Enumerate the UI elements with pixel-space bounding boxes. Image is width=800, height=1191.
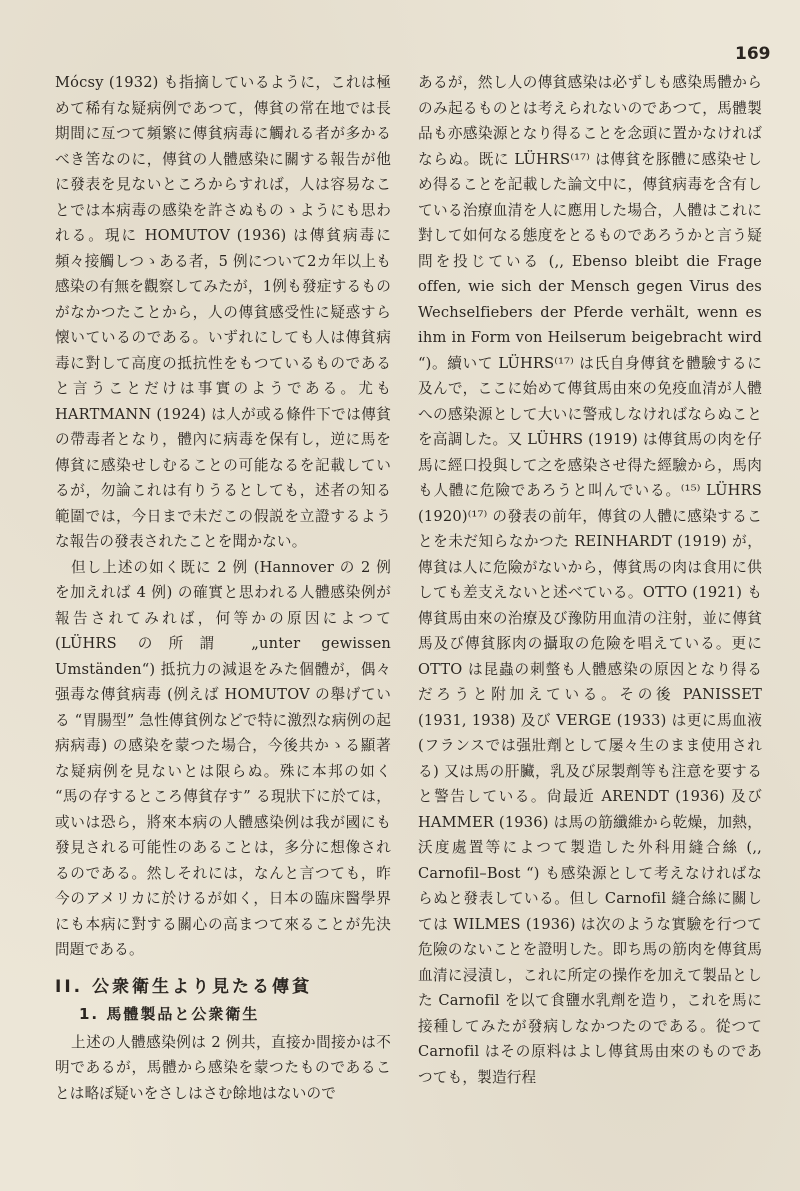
subsection-heading: 1. 馬體製品と公衆衛生 bbox=[79, 1005, 260, 1023]
left-paragraph-2: 但し上述の如く既に 2 例 (Hannover の 2 例を加えれば 4 例) の確實と思われる人體感染例が報告されてみれば，何等かの原因によつて (LÜHRS の所謂 „unter gewissen Umständen“) 抵抗力の減退をみた個體が，偶々强毒な傳貧病毒 (例えば HOMUTOV の舉げている “胃腸型” 急性傳貧例などで特に激烈な病例の起病病毒) の感染を蒙つた場合，今後共かゝる顯著な疑病例を見ないとは限らぬ。殊に本邦の如く “馬の存するところ傳貧存す” る現狀下に於ては，或いは恐ら，將來本病の人體感染例は我が國にも發見される可能性のあることは，多分に想像されるのである。然しそれには，なんと言つても，昨今のアメリカに於けるが如く，日本の臨床醫學界にも本病に對する關心の高まつて來ることが先決問題である。 bbox=[55, 558, 391, 958]
section-heading: II. 公衆衛生より見たる傳貧 bbox=[55, 976, 313, 997]
right-column bbox=[418, 70, 762, 1090]
page-number: 169 bbox=[735, 44, 771, 64]
left-column bbox=[55, 70, 391, 1106]
left-paragraph-3: 上述の人體感染例は 2 例共，直接か間接かは不明であるが，馬體から感染を蒙つたものであることは略ぼ疑いをさしはさむ餘地はないので bbox=[55, 1033, 391, 1102]
left-paragraph-1: Mócsy (1932) も指摘しているように，これは極めて稀有な疑病例であつて，傳貧の常在地では長期間に亙つて頻繁に傳貧病毒に觸れる者が多かるべき筈なのに，傳貧の人體感染に關する報告が他に發表を見ないところからすれば，人は容易なことでは本病毒の感染を許さぬものゝようにも思われる。現に HOMUTOV (1936) は傳貧病毒に頻々接觸しつゝある者，5 例について2カ年以上も感染の有無を觀察してみたが，1例も發症するものがなかつたことから，人の傳貧感受性に疑惑すら懐いているのである。いずれにしても人は傳貧病毒に對して高度の抵抗性をもつているものであると言うことだけは事實のようである。尤も HARTMANN (1924) は人が或る條件下では傳貧の帶毒者となり，體內に病毒を保有し，逆に馬を傳貧に感染せしむることの可能なるを記載しているが，勿論これは有りうるとしても，述者の知る範圍では，今日まで未だこの假説を立證するような報告の發表されたことを聞かない。 bbox=[55, 74, 391, 550]
right-paragraph-1: あるが，然し人の傳貧感染は必ずしも感染馬體からのみ起るものとは考えられないのであつて，馬體製品も亦感染源となり得ることを念頭に置かなければならぬ。既に LÜHRS⁽¹⁷⁾ は傳貧を豚體に感染せしめ得ることを記載した論文中に，傳貧病毒を含有している治療血清を人に應用した場合，人體はこれに對して如何なる態度をとるものであろうかと言う疑問を投じている (,, Ebenso bleibt die Frage offen, wie sich der Mensch gegen Virus des Wechselfiebers der Pferde verhält, wenn es ihm in Form von Heilserum beigebracht wird “)。續いて LÜHRS⁽¹⁷⁾ は氏自身傳貧を體驗するに及んで，ここに始めて傳貧馬由來の免疫血清が人體への感染源として大いに警戒しなければならぬことを高調した。又 LÜHRS (1919) は傳貧馬の肉を仔馬に經口投與して之を感染させ得た經驗から，馬肉も人體に危險であろうと叫んでいる。⁽¹⁵⁾ LÜHRS (1920)⁽¹⁷⁾ の發表の前年，傳貧の人體に感染することを未だ知らなかつた REINHARDT (1919) が，傳貧は人に危險がないから，傳貧馬の肉は食用に供しても差支えないと述べている。OTTO (1921) も傳貧馬由來の治療及び豫防用血清の注射，並に傳貧馬及び傳貧豚肉の攝取の危險を唱えている。更に OTTO は昆蟲の刺螫も人體感染の原因となり得るだろうと附加えている。その後 PANISSET (1931, 1938) 及び VERGE (1933) は更に馬血液 (フランスでは强壯劑として屡々生のまま使用される) 又は馬の肝臟，乳及び尿製劑等も注意を要すると警告している。尙最近 ARENDT (1936) 及び HAMMER (1936) は馬の筋纖維から乾燥，加熱，沃度處置等によつて製造した外科用縫合絲 (,, Carnofil–Bost “) も感染源として考えなければならぬと發表している。但し Carnofil 縫合絲に關しては WILMES (1936) は次のような實驗を行つて危險のないことを證明した。即ち馬の筋肉を傳貧馬血清に浸漬し，これに所定の操作を加えて製品とした Carnofil を以て食鹽水乳劑を造り，これを馬に接種してみたが發病しなかつたのである。從つて Carnofil はその原料はよし傳貧馬由來のものであつても，製造行程 bbox=[418, 74, 762, 1086]
